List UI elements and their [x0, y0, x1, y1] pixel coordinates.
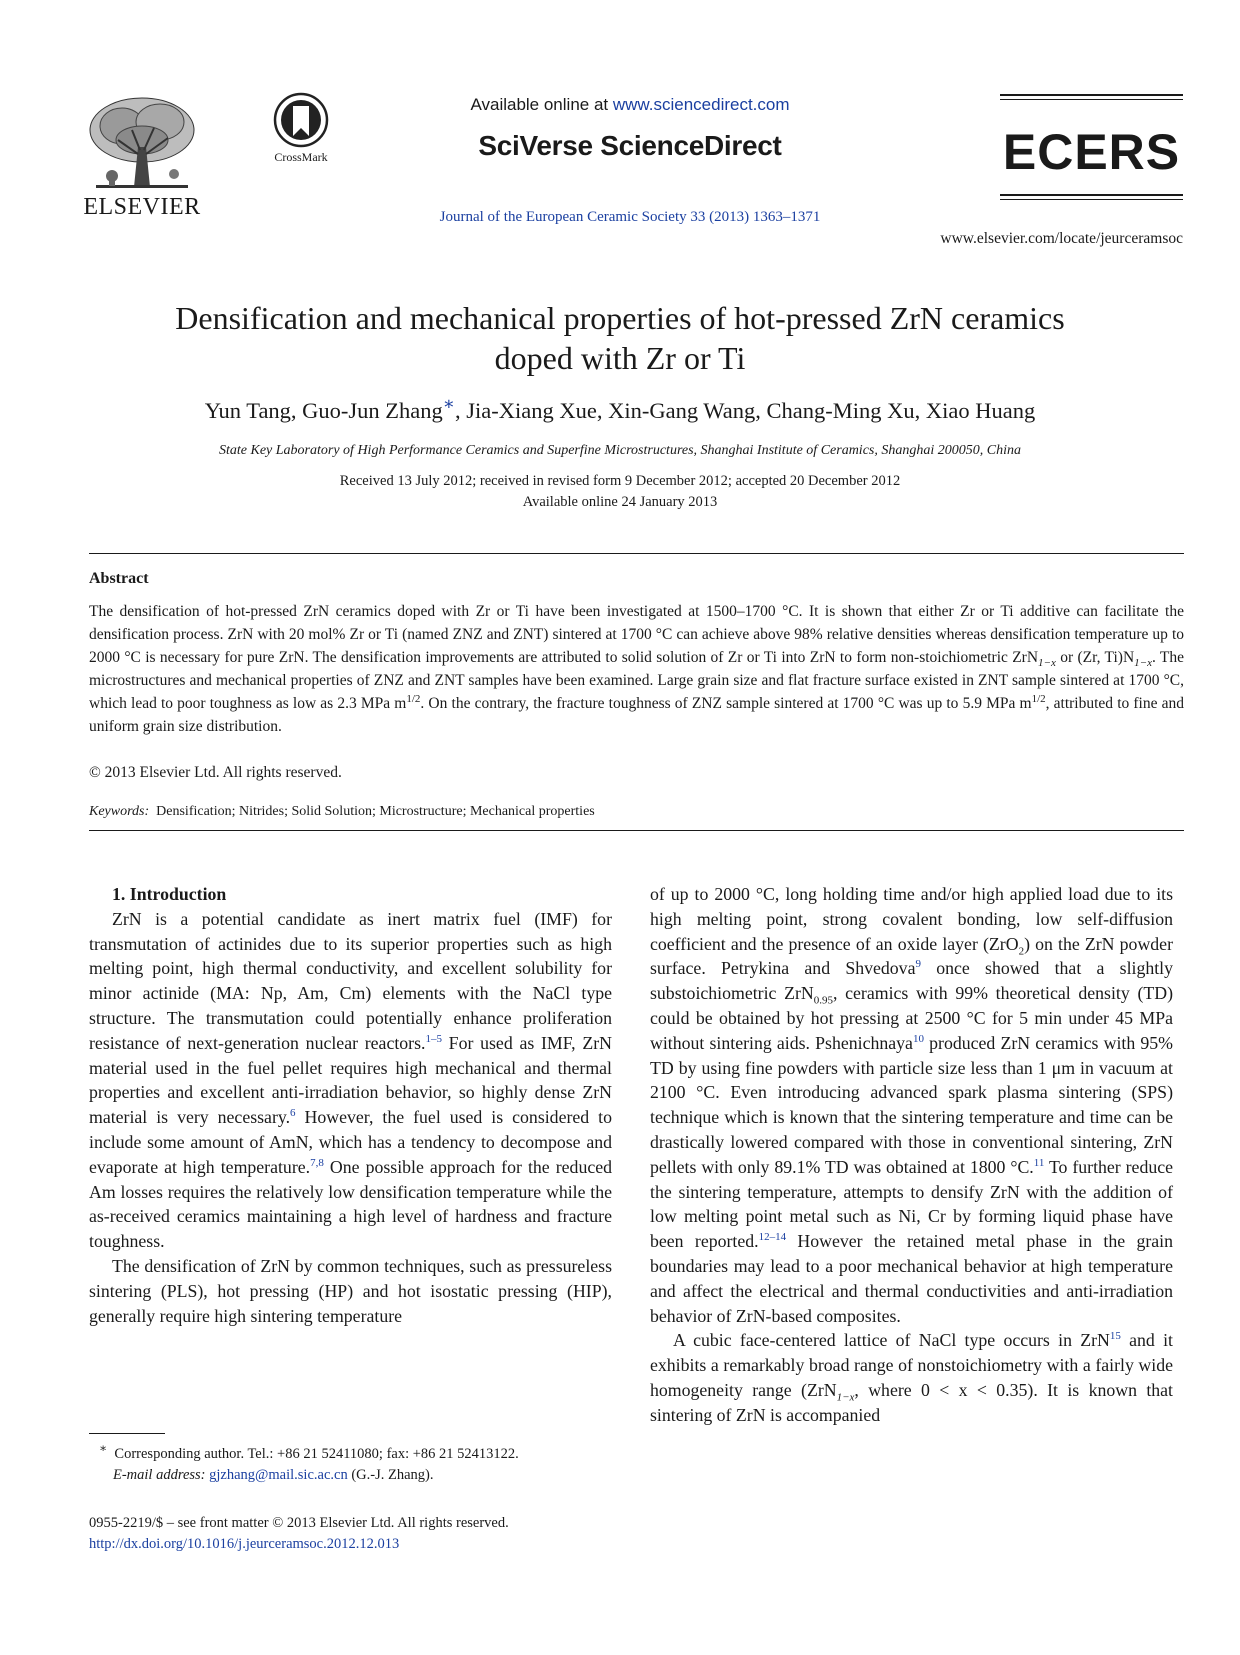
- text: However the retained metal phase in the grain boundaries may lead to a poor mechanical behavior at high temperature and affect the electrical and thermal conductivities and anti-irradiation behavior of ZrN-based composites.: [650, 1231, 1173, 1326]
- title-line-1: Densification and mechanical properties of hot-pressed ZrN ceramics: [175, 300, 1065, 336]
- email-suffix: (G.-J. Zhang).: [347, 1467, 434, 1483]
- authors-rest: , Jia-Xiang Xue, Xin-Gang Wang, Chang-Ming Xu, Xiao Huang: [455, 398, 1036, 423]
- abstract-part: . The microstructures and mechanical properties of ZNZ and ZNT samples have been examined. Large grain size and flat fracture surface existed in ZNT sample sintered at 1700 °C, which lead to poor toughness as low as 2.3 MPa m: [89, 649, 1185, 712]
- logo-rule-top-thin: [1000, 99, 1183, 100]
- front-matter-text: 0955-2219/$ – see front matter © 2013 Elsevier Ltd. All rights reserved.: [89, 1515, 509, 1531]
- abstract-part: , attributed to fine and uniform grain size distribution.: [89, 695, 1185, 735]
- publisher-name: ELSEVIER: [83, 194, 201, 220]
- text: , ceramics with 99% theoretical density (TD) could be obtained by hot pressing at 2500 °C for 5 min under 45 MPa without sintering aids. Pshenichnaya: [650, 983, 1173, 1053]
- text: However, the fuel used is considered to include some amount of AmN, which has a tendency to decompose and evaporate at high temperature.: [89, 1107, 612, 1177]
- abstract-text: [89, 600, 1184, 738]
- crossmark-label: CrossMark: [274, 150, 328, 164]
- paragraph: [650, 1328, 1173, 1427]
- subscript: 1−x: [836, 1391, 855, 1404]
- elsevier-tree-icon: [82, 92, 202, 192]
- front-matter: [89, 1513, 649, 1555]
- abstract-top-rule: [89, 553, 1184, 554]
- abstract-copyright: © 2013 Elsevier Ltd. All rights reserved.: [89, 764, 342, 781]
- citation-link[interactable]: 12–14: [758, 1231, 787, 1244]
- article-title: [60, 298, 1180, 378]
- text: and it exhibits a remarkably broad range of nonstoichiometry with a fairly wide homogeneity range (ZrN: [650, 1330, 1173, 1400]
- text: A cubic face-centered lattice of NaCl type occurs in ZrN: [673, 1330, 1110, 1351]
- corresponding-author-note: [89, 1441, 649, 1465]
- crossmark-icon: [273, 92, 329, 148]
- citation-link[interactable]: 7,8: [310, 1156, 324, 1169]
- text: once showed that a slightly substoichiometric ZrN: [650, 958, 1173, 1004]
- sciverse-brand: SciVerse ScienceDirect: [478, 130, 782, 161]
- superscript: 1/2: [1031, 692, 1046, 705]
- text: ) on the ZrN powder surface. Petrykina and Shvedova: [650, 933, 1173, 979]
- title-line-2: doped with Zr or Ti: [494, 340, 746, 376]
- citation-link[interactable]: 10: [912, 1032, 924, 1045]
- email-link[interactable]: gjzhang@mail.sic.ac.cn: [209, 1467, 348, 1483]
- text: To further reduce the sintering temperature, attempts to densify ZrN with the addition of low melting point metal such as Ni, Cr by forming liquid phase have been reported.: [650, 1156, 1174, 1252]
- ecers-logo: ECERS: [1002, 124, 1181, 180]
- logo-rule-bottom-thin: [1000, 199, 1183, 200]
- paragraph: [89, 907, 612, 1254]
- abstract-part: The densification of hot-pressed ZrN ceramics doped with Zr or Ti have been investigated at 1500–1700 °C. It is shown that either Zr or Ti additive can facilitate the densification process. ZrN with 20 mol% Zr or Ti (named ZNZ and ZNT) sintered at 1700 °C can achieve above 98% relative densities whereas densification temperature up to 2000 °C is necessary for pure ZrN. The densification improvements are attributed to solid solution of Zr or Ti into ZrN to form non-stoichiometric ZrN: [89, 603, 1184, 666]
- available-online-date: Available online 24 January 2013: [522, 494, 718, 510]
- footnote: [89, 1441, 649, 1486]
- corresponding-author-mark[interactable]: ∗: [442, 393, 456, 414]
- subscript: 1−x: [1038, 657, 1056, 670]
- keywords: [89, 804, 595, 820]
- citation-link[interactable]: 6: [290, 1107, 296, 1120]
- authors-first: Yun Tang, Guo-Jun Zhang: [204, 398, 443, 423]
- affiliation: State Key Laboratory of High Performance Ceramics and Superfine Microstructures, Shanghai Institute of Ceramics, Shanghai 200050, China: [219, 443, 1021, 458]
- crossmark-badge[interactable]: [263, 92, 339, 165]
- footnote-mark: ∗: [99, 1441, 108, 1456]
- author-list: [60, 393, 1180, 424]
- abstract-bottom-rule: [89, 830, 1184, 831]
- text: of up to 2000 °C, long holding time and/or high applied load due to its high melting point, strong covalent bonding, low self-diffusion coefficient and the presence of an oxide layer (ZrO: [650, 884, 1173, 954]
- doi-link[interactable]: http://dx.doi.org/10.1016/j.jeurceramsoc.2012.12.013: [89, 1536, 400, 1552]
- sciencedirect-link[interactable]: www.sciencedirect.com: [612, 95, 790, 114]
- text: produced ZrN ceramics with 95% TD by using fine powders with particle size less than 1 μm in vacuum at 2100 °C. Even introducing advanced spark plasma sintering (SPS) technique which is known that the sintering temperature and time can be drastically lowered compared with those in conventional sintering, ZrN pellets with only 89.1% TD was obtained at 1800 °C.: [650, 1032, 1173, 1177]
- superscript: 1/2: [406, 692, 421, 705]
- received-dates: Received 13 July 2012; received in revised form 9 December 2012; accepted 20 December 2012: [339, 473, 901, 489]
- journal-url[interactable]: www.elsevier.com/locate/jeurceramsoc: [940, 230, 1183, 247]
- available-online: [360, 95, 900, 115]
- corresponding-text: Corresponding author. Tel.: +86 21 52411080; fax: +86 21 52413122.: [114, 1446, 519, 1462]
- article-dates: [60, 471, 1180, 513]
- abstract-part: . On the contrary, the fracture toughness of ZNZ sample sintered at 1700 °C was up to 5.9 MPa m: [420, 695, 1032, 712]
- citation-link[interactable]: 15: [1109, 1330, 1121, 1343]
- text: For used as IMF, ZrN material used in the fuel pellet requires high mechanical and thermal properties and excellent anti-irradiation behavior, so highly dense ZrN material is very necessary.: [89, 1032, 612, 1128]
- right-column: [650, 882, 1173, 1428]
- logo-rule-bottom: [1000, 194, 1183, 196]
- subscript: 2: [1018, 945, 1025, 958]
- text: One possible approach for the reduced Am losses requires the relatively low densification temperature while the as-received ceramics maintaining a high level of hardness and fracture toughness.: [89, 1156, 613, 1252]
- subscript: 0.95: [813, 994, 833, 1007]
- citation-link[interactable]: 1–5: [425, 1032, 442, 1045]
- citation-link[interactable]: 11: [1033, 1156, 1045, 1169]
- journal-reference-link[interactable]: Journal of the European Ceramic Society 33 (2013) 1363–1371: [439, 209, 821, 225]
- keywords-label: Keywords:: [89, 804, 150, 819]
- section-heading-introduction: 1. Introduction: [112, 884, 227, 904]
- text: ZrN is a potential candidate as inert matrix fuel (IMF) for transmutation of actinides due to its superior properties such as high melting point, high thermal conductivity, and excellent solubility for minor actinide (MA: Np, Am, Cm) elements with the NaCl type structure. The transmutation could potentially enhance proliferation resistance of next-generation nuclear reactors.: [89, 908, 612, 1053]
- email-label: E-mail address:: [113, 1467, 206, 1483]
- keywords-list: Densification; Nitrides; Solid Solution; Microstructure; Mechanical properties: [156, 804, 595, 819]
- abstract-heading: Abstract: [89, 570, 149, 587]
- email-note: [89, 1465, 649, 1486]
- available-online-text: Available online at: [470, 95, 613, 114]
- left-column: [89, 882, 612, 1328]
- subscript: 1−x: [1134, 657, 1152, 670]
- footnote-rule: [89, 1433, 165, 1434]
- ecers-logo-block: [1000, 94, 1183, 200]
- abstract-part: or (Zr, Ti)N: [1055, 649, 1135, 666]
- citation-link[interactable]: 9: [915, 958, 921, 971]
- paragraph: The densification of ZrN by common techniques, such as pressureless sintering (PLS), hot pressing (HP) and hot isostatic pressing (HIP), generally require high sintering temperature: [89, 1255, 612, 1326]
- paragraph: [650, 882, 1173, 1328]
- text: , where 0 < x < 0.35). It is known that sintering of ZrN is accompanied: [650, 1379, 1173, 1425]
- elsevier-logo: [82, 92, 202, 221]
- logo-rule-top: [1000, 94, 1183, 96]
